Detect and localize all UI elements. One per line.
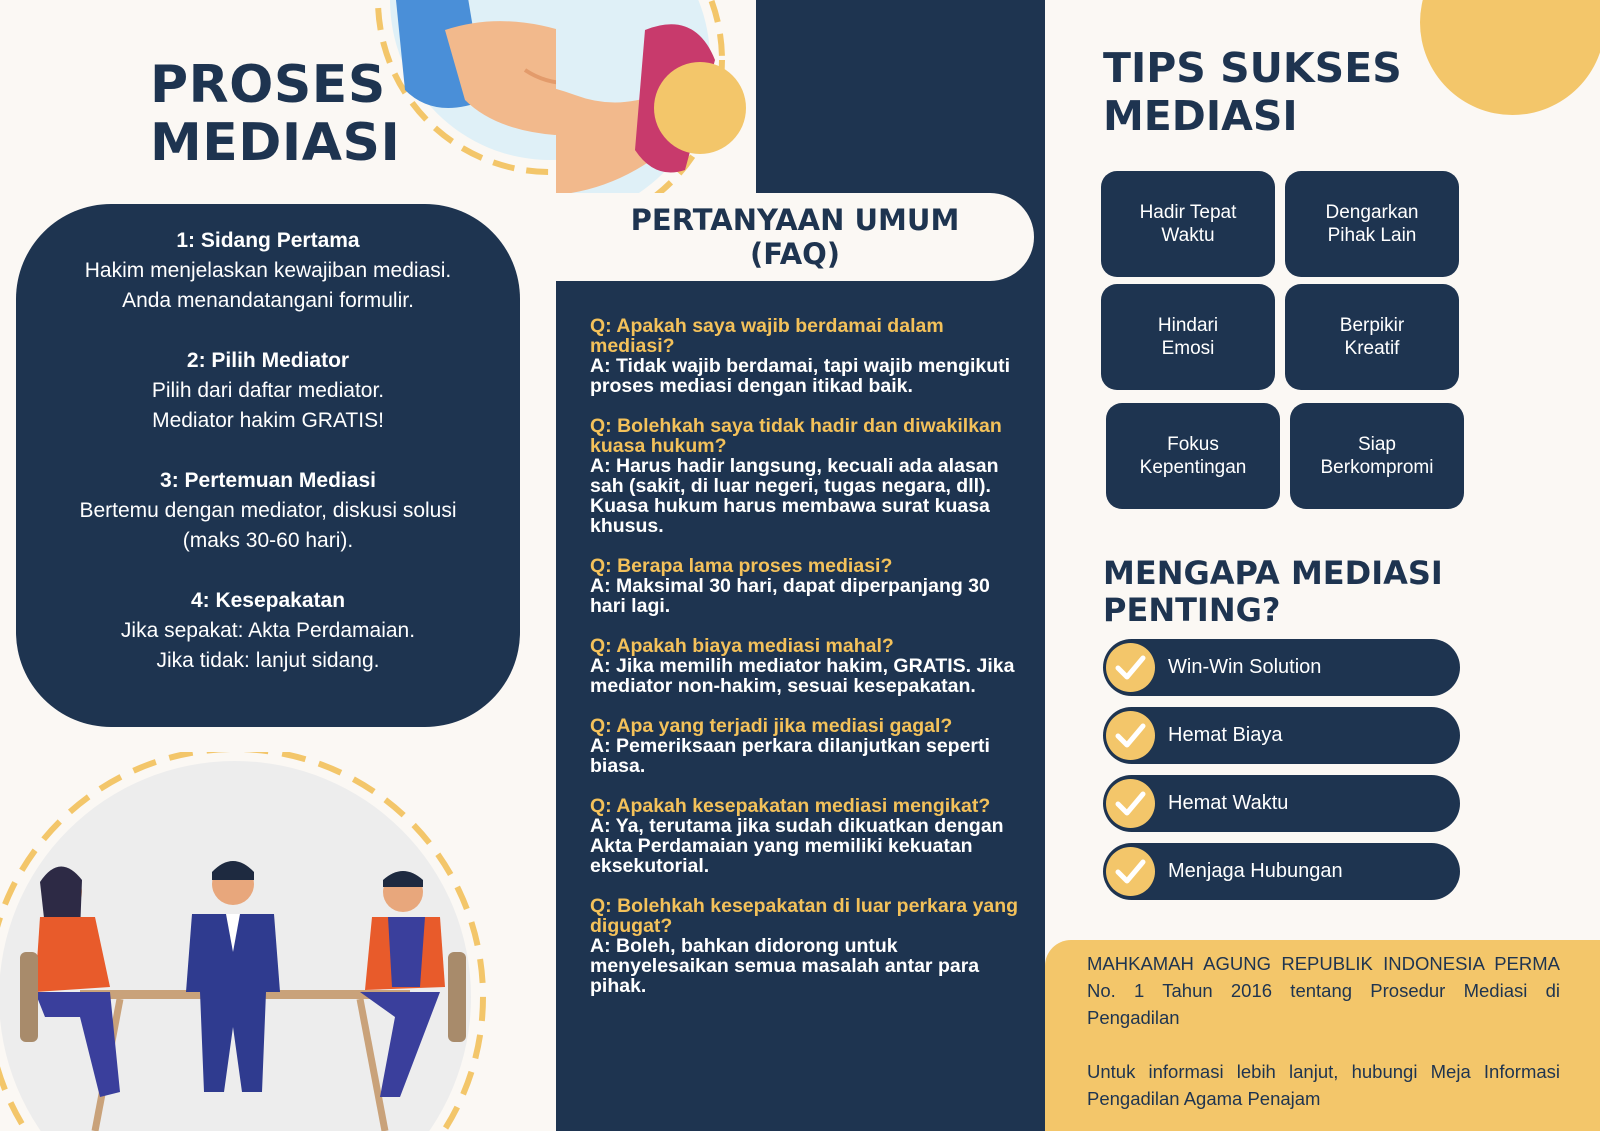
steps-panel	[16, 204, 520, 727]
faq-answer: A: Maksimal 30 hari, dapat diperpanjang 30 hari lagi.	[590, 575, 990, 617]
step-text: Bertemu dengan mediator, diskusi solusi	[79, 499, 457, 522]
proses-mediasi-title: PROSES MEDIASI	[150, 55, 401, 173]
step-text: (maks 30-60 hari).	[182, 529, 354, 552]
mengapa-title: MENGAPA MEDIASI PENTING?	[1103, 554, 1443, 629]
benefit-label: Menjaga Hubungan	[1168, 860, 1343, 882]
tip-card: Fokus Kepentingan	[1106, 403, 1280, 509]
faq-question: Q: Apakah biaya mediasi mahal?	[590, 635, 894, 657]
faq-answer: A: Ya, terutama jika sudah dikuatkan dengan Akta Perdamaian yang memiliki kekuatan eksekutorial.	[590, 815, 1004, 877]
tip-card: Dengarkan Pihak Lain	[1285, 171, 1459, 277]
step-text: Anda menandatangani formulir.	[122, 289, 414, 312]
benefit-item	[1103, 707, 1460, 764]
step-title: 4: Kesepakatan	[190, 589, 346, 612]
faq-answer: A: Pemeriksaan perkara dilanjutkan seperti biasa.	[590, 735, 990, 777]
faq-item	[590, 896, 1020, 996]
check-icon	[1106, 643, 1155, 692]
meeting-illustration	[0, 752, 500, 1131]
faq-answer: A: Jika memilih mediator hakim, GRATIS. Jika mediator non-hakim, sesuai kesepakatan.	[590, 655, 1015, 697]
faq-heading: PERTANYAAN UMUM (FAQ)	[630, 203, 960, 271]
tip-card: Hadir Tepat Waktu	[1101, 171, 1275, 277]
step-2	[16, 346, 520, 436]
benefit-item	[1103, 775, 1460, 832]
faq-item	[590, 716, 1020, 776]
faq-question: Q: Apakah kesepakatan mediasi mengikat?	[590, 795, 991, 817]
benefit-item	[1103, 639, 1460, 696]
faq-question: Q: Bolehkah saya tidak hadir dan diwakilkan kuasa hukum?	[590, 415, 1002, 457]
faq-item	[590, 636, 1020, 696]
step-title: 1: Sidang Pertama	[176, 229, 360, 252]
footer-contact-text: Untuk informasi lebih lanjut, hubungi Meja Informasi Pengadilan Agama Penajam	[1087, 1061, 1560, 1109]
faq-question: Q: Bolehkah kesepakatan di luar perkara yang digugat?	[590, 895, 1019, 937]
step-text: Hakim menjelaskan kewajiban mediasi.	[84, 259, 452, 282]
faq-item	[590, 556, 1020, 616]
faq-answer: A: Harus hadir langsung, kecuali ada alasan sah (sakit, di luar negeri, tugas negara, dll). Kuasa hukum harus membawa surat kuasa khusus.	[590, 455, 999, 537]
step-text: Pilih dari daftar mediator.	[151, 379, 385, 402]
step-4	[16, 586, 520, 676]
step-text: Mediator hakim GRATIS!	[152, 409, 384, 432]
faq-question: Q: Berapa lama proses mediasi?	[590, 555, 893, 577]
decorative-circle	[1420, 0, 1600, 115]
faq-item	[590, 796, 1020, 876]
faq-answer: A: Tidak wajib berdamai, tapi wajib mengikuti proses mediasi dengan itikad baik.	[590, 355, 1011, 397]
step-title: 3: Pertemuan Mediasi	[160, 469, 376, 492]
faq-item	[590, 416, 1020, 536]
tip-card: Hindari Emosi	[1101, 284, 1275, 390]
benefit-label: Hemat Waktu	[1168, 792, 1289, 814]
tip-card: Siap Berkompromi	[1290, 403, 1464, 509]
faq-answer: A: Boleh, bahkan didorong untuk menyelesaikan semua masalah antar para pihak.	[590, 935, 980, 997]
benefit-item	[1103, 843, 1460, 900]
tips-title: TIPS SUKSES MEDIASI	[1103, 44, 1402, 140]
faq-question: Q: Apa yang terjadi jika mediasi gagal?	[590, 715, 953, 737]
check-icon	[1106, 779, 1155, 828]
step-3	[16, 466, 520, 556]
step-text: Jika tidak: lanjut sidang.	[156, 649, 380, 672]
tip-card: Berpikir Kreatif	[1285, 284, 1459, 390]
benefit-label: Hemat Biaya	[1168, 724, 1283, 746]
faq-heading-banner	[556, 193, 1034, 281]
benefit-label: Win-Win Solution	[1168, 656, 1322, 678]
handshake-illustration-overlap	[556, 0, 756, 193]
faq-item	[590, 316, 1020, 396]
footer-regulation-text: MAHKAMAH AGUNG REPUBLIK INDONESIA PERMA No. 1 Tahun 2016 tentang Prosedur Mediasi di Pengadilan	[1087, 953, 1560, 1028]
check-icon	[1106, 847, 1155, 896]
faq-question: Q: Apakah saya wajib berdamai dalam mediasi?	[590, 315, 944, 357]
step-1	[16, 226, 520, 316]
check-icon	[1106, 711, 1155, 760]
step-text: Jika sepakat: Akta Perdamaian.	[120, 619, 416, 642]
footer-info-box	[1045, 940, 1600, 1131]
faq-list	[590, 316, 1020, 1016]
step-title: 2: Pilih Mediator	[186, 349, 350, 372]
